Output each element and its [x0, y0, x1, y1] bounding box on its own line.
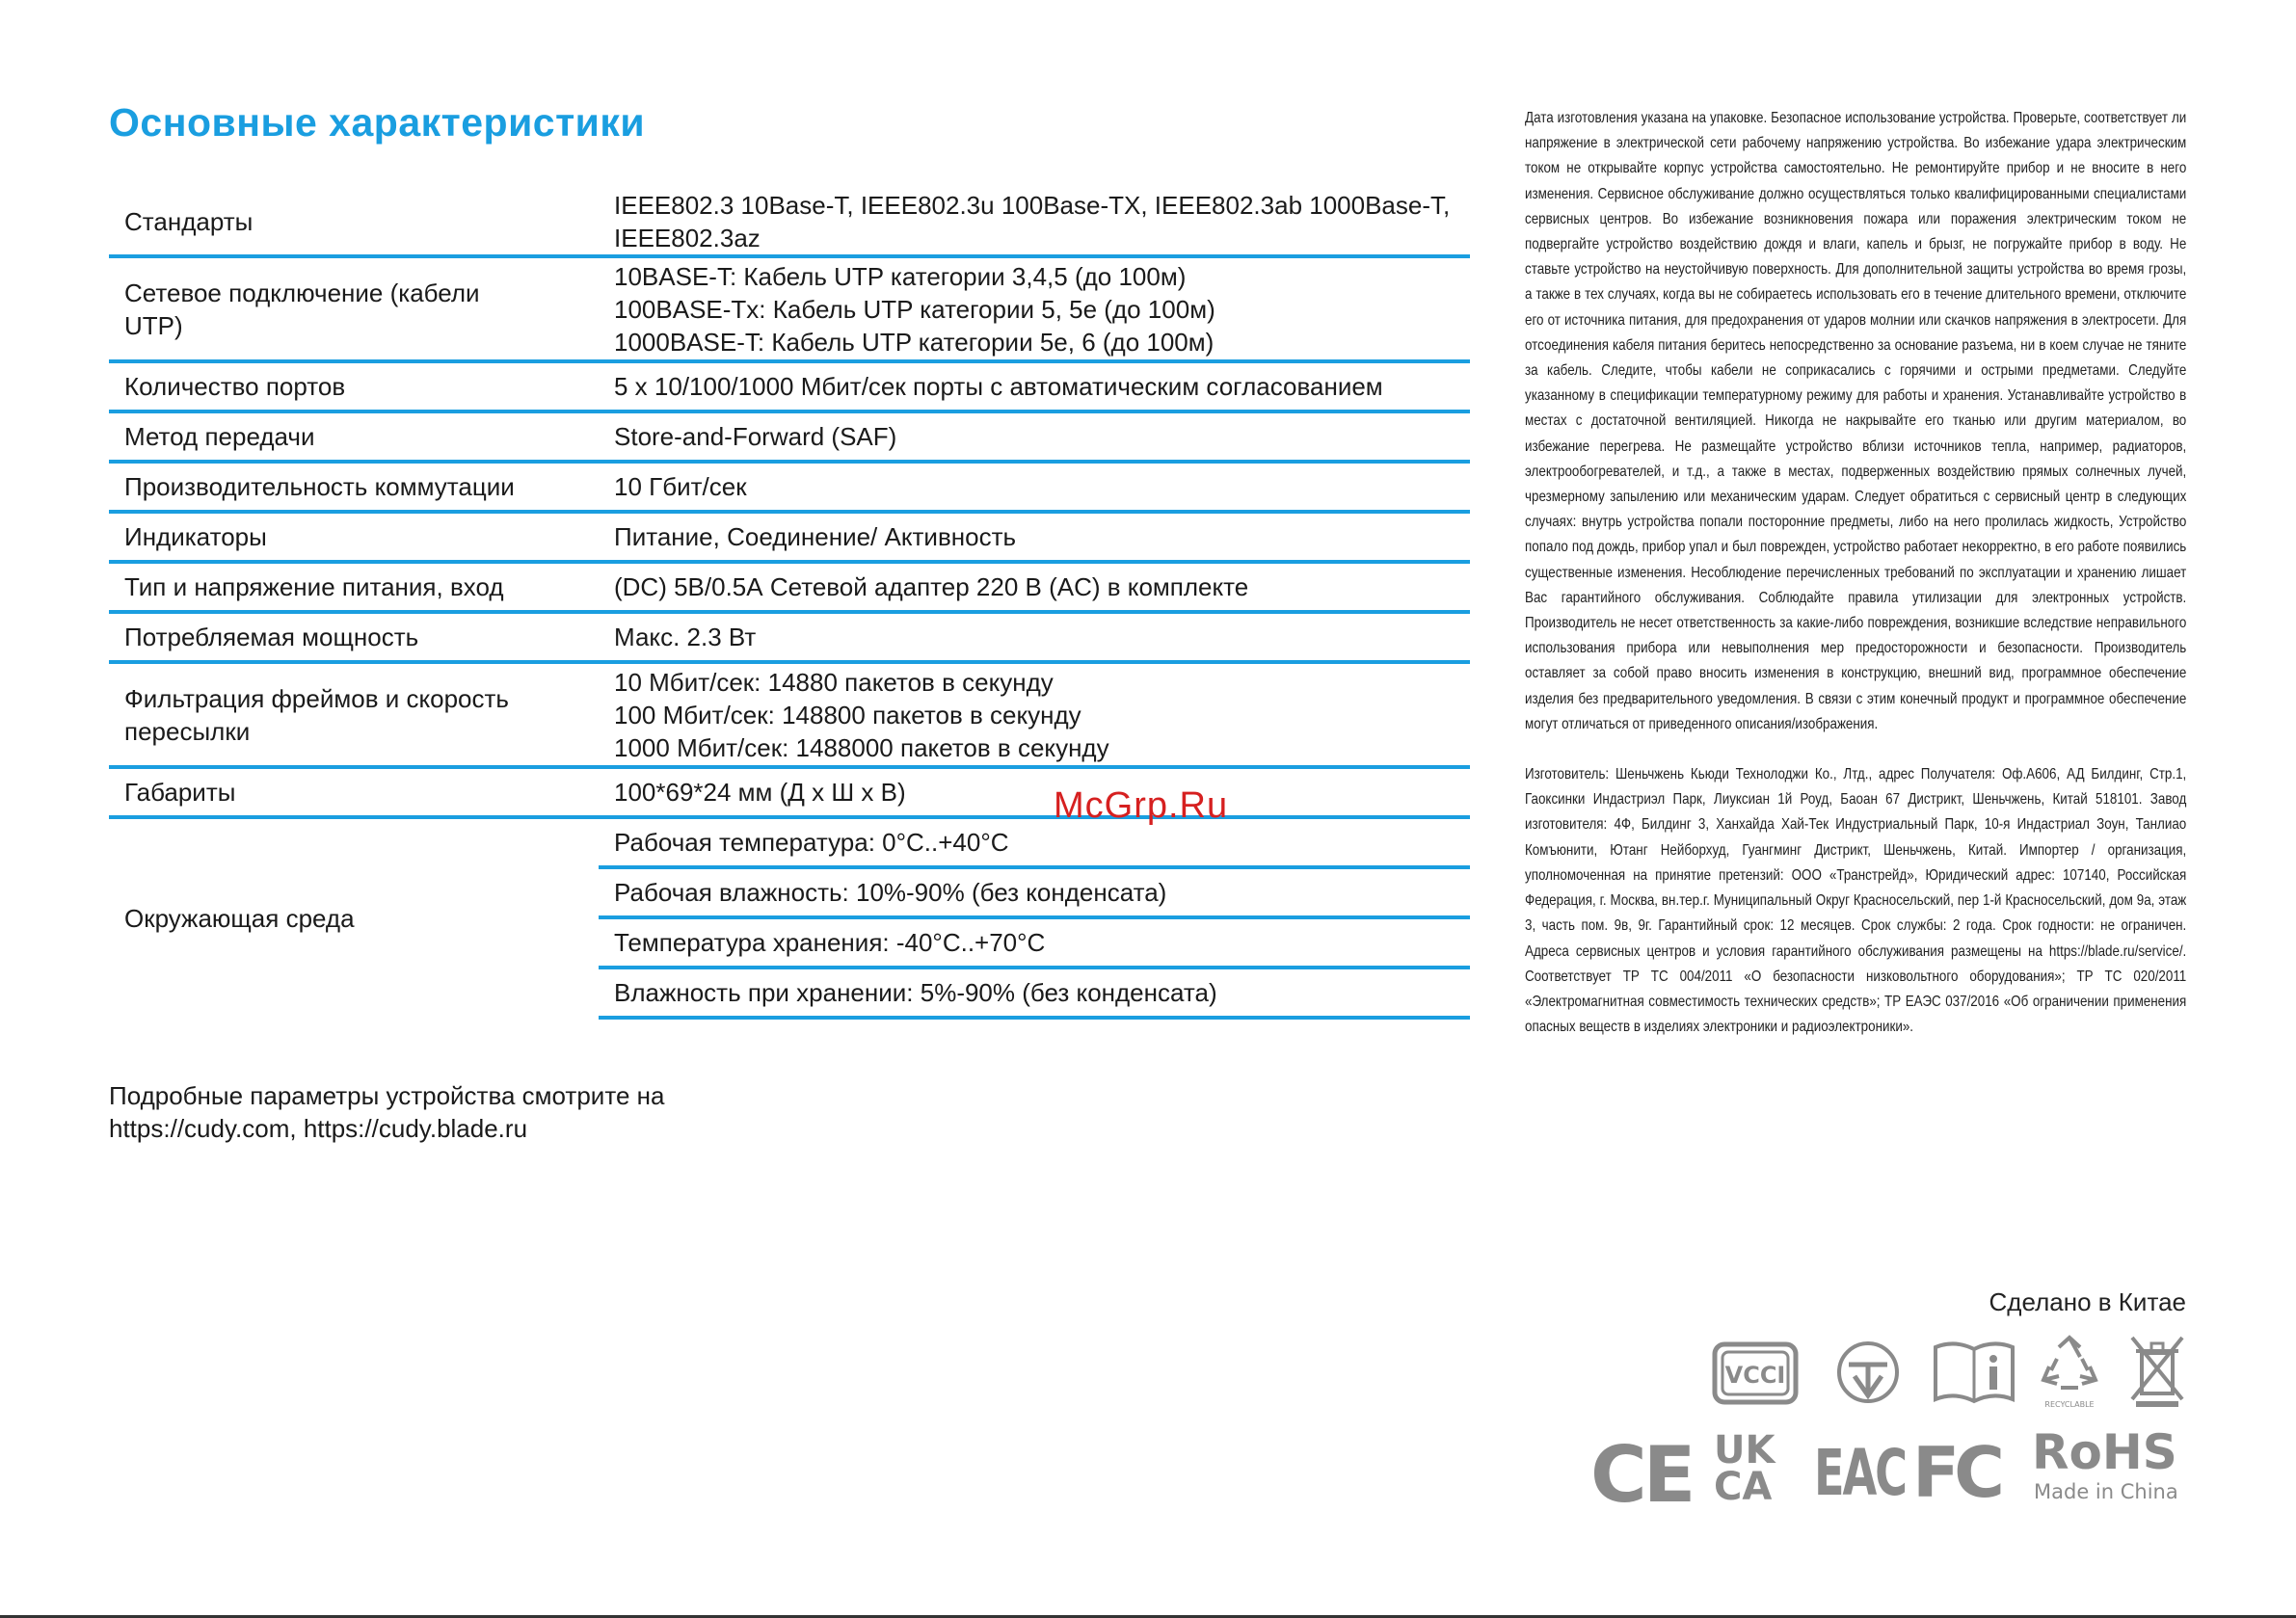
spec-row	[109, 462, 1470, 512]
spec-row	[109, 612, 1470, 662]
spec-value-line: 100*69*24 мм (Д x Ш x В)	[614, 778, 906, 807]
spec-value	[599, 767, 1470, 817]
spec-label	[109, 767, 599, 817]
cert-marks-row-2	[1590, 1424, 2188, 1520]
watermark: McGrp.Ru	[1054, 785, 1229, 826]
spec-label	[109, 411, 599, 462]
spec-value-line: 10 Гбит/сек	[614, 472, 747, 501]
spec-label-line: UTP)	[124, 310, 183, 340]
spec-value	[599, 562, 1470, 612]
recyclable-icon	[2038, 1334, 2101, 1411]
spec-label-line: Производительность коммутации	[124, 472, 515, 501]
spec-value-line: IEEE802.3 10Base-T, IEEE802.3u 100Base-TX, IEEE802.3ab 1000Base-T,	[614, 191, 1451, 220]
ukca-top: UK	[1714, 1428, 1775, 1472]
spec-label-line: Индикаторы	[124, 522, 267, 551]
spec-value	[599, 612, 1470, 662]
spec-value-line: Питание, Соединение/ Активность	[614, 522, 1017, 551]
env-label: Окружающая среда	[124, 904, 355, 933]
spec-value-line: IEEE802.3az	[614, 224, 761, 252]
env-value: Рабочая влажность: 10%-90% (без конденсата)	[599, 867, 1470, 917]
safety-notes	[1525, 106, 2186, 1040]
spec-value-line: 1000BASE-T: Кабель UTP категории 5e, 6 (до 100м)	[614, 327, 1215, 357]
spec-value	[599, 662, 1470, 767]
spec-label-line: Стандарты	[124, 207, 254, 236]
spec-value	[599, 256, 1470, 361]
spec-label-line: Габариты	[124, 778, 236, 807]
recyclable-label: RECYCLABLE	[2044, 1400, 2095, 1409]
spec-label	[109, 462, 599, 512]
weee-bin-icon	[2128, 1332, 2186, 1409]
ce-mark: CE	[1590, 1430, 1693, 1520]
spec-label	[109, 256, 599, 361]
rohs-mark: RoHS	[2032, 1424, 2177, 1480]
spec-value-line: Store-and-Forward (SAF)	[614, 422, 897, 451]
vcci-mark-icon	[1712, 1341, 1799, 1405]
spec-value-line: 1000 Мбит/сек: 1488000 пакетов в секунду	[614, 732, 1109, 762]
spec-row	[109, 767, 1470, 817]
rohs-made-in: Made in China	[2034, 1480, 2178, 1503]
fcc-mark: FC	[1912, 1432, 2000, 1513]
spec-value	[599, 512, 1470, 562]
spec-value	[599, 361, 1470, 411]
spec-label-line: Фильтрация фреймов и скорость	[124, 683, 509, 713]
spec-label	[109, 189, 599, 256]
spec-label	[109, 361, 599, 411]
made-in-label: Сделано в Китае	[1989, 1287, 2186, 1316]
spec-row	[109, 361, 1470, 411]
spec-value	[599, 189, 1470, 256]
spec-value	[599, 462, 1470, 512]
tuv-mark-icon	[1835, 1339, 1901, 1405]
ukca-bottom: CA	[1714, 1465, 1773, 1509]
env-value: Температура хранения: -40°C..+70°C	[599, 917, 1470, 968]
spec-row	[109, 562, 1470, 612]
page-title: Основные характеристики	[109, 100, 646, 145]
spec-label-line: Количество портов	[124, 372, 346, 401]
spec-value-line: 100BASE-Tx: Кабель UTP категории 5, 5e (до 100м)	[614, 294, 1215, 324]
spec-label-line: Сетевое подключение (кабели	[124, 278, 480, 307]
spec-label-line: пересылки	[124, 716, 251, 746]
spec-label	[109, 512, 599, 562]
spec-value-line: 5 x 10/100/1000 Мбит/сек порты с автоматическим согласованием	[614, 372, 1383, 401]
ukca-mark	[1714, 1428, 1775, 1509]
details-note	[109, 1079, 664, 1145]
env-row	[109, 817, 1470, 867]
spec-label-line: Тип и напряжение питания, вход	[124, 572, 504, 601]
spec-label	[109, 662, 599, 767]
env-value: Влажность при хранении: 5%-90% (без конденсата)	[599, 968, 1470, 1018]
spec-value-line: Макс. 2.3 Вт	[614, 623, 757, 651]
vcci-label: VCCI	[1724, 1362, 1786, 1389]
spec-row	[109, 512, 1470, 562]
eac-mark: EAC	[1814, 1436, 1906, 1510]
spec-label	[109, 562, 599, 612]
spec-value-line: 10BASE-T: Кабель UTP категории 3,4,5 (до 100м)	[614, 261, 1187, 291]
spec-value-line: (DC) 5В/0.5А Сетевой адаптер 220 В (AC) в комплекте	[614, 572, 1249, 601]
spec-label-line: Потребляемая мощность	[124, 623, 419, 651]
spec-table	[109, 189, 1470, 1020]
env-value: Рабочая температура: 0°C..+40°C	[599, 817, 1470, 867]
spec-label-line: Метод передачи	[124, 422, 315, 451]
details-link-line: https://cudy.com, https://cudy.blade.ru	[109, 1114, 528, 1143]
spec-value-line: 10 Мбит/сек: 14880 пакетов в секунду	[614, 667, 1054, 697]
spec-row	[109, 411, 1470, 462]
spec-row	[109, 256, 1470, 361]
spec-label	[109, 612, 599, 662]
safety-text: Дата изготовления указана на упаковке. Безопасное использование устройства. Проверьте, соответствует ли напряжение в электрической сети рабочему напряжению устройства. Во избежание удара электрическим током не открывайте корпус устройства самостоятельно. Не ремонтируйте прибор и не вносите в него изменения. Сервисное обслуживание должно осуществляться только квалифицированными специалистами сервисных центров. Во избежание возникновения пожара или поражения электрическим током не подвергайте устройство воздействию дождя и влаги, капель и брызг, не погружайте прибор в воду. Не ставьте устройство на неустойчивую поверхность. Для дополнительной защиты устройства во время грозы, а также в тех случаях, когда вы не собираетесь использовать его в течение длительного времени, отключите его от источника питания, для предохранения от ударов молнии или скачков напряжения в электросети. Для отсоединения кабеля питания беритесь непосредственно за основание разъема, ни в коем случае не тяните за кабель. Следите, чтобы кабели не соприкасались с горячими и острыми предметами. Следуйте указанному в спецификации температурному режиму для работы и хранения. Устанавливайте устройство в местах с достаточной вентиляцией. Никогда не накрывайте его тканью или другим материалом, во избежание перегрева. Не размещайте устройство вблизи источников тепла, например, радиаторов, электрообогревателей, и т.д., а также в местах, подверженных воздействию прямых солнечных лучей, чрезмерному запылению или механическим ударам. Следует обратиться с сервисный центр в следующих случаях: внутрь устройства попали посторонние предметы, либо на него пролилась жидкость, Устройство попало под дождь, прибор упал и был поврежден, устройство работает некорректно, в его работе появились существенные изменения. Несоблюдение перечисленных требований по эксплуатации и хранению лишает Вас гарантийного обслуживания. Соблюдайте правила утилизации для электронных устройств. Производитель не несет ответственность за какие-либо повреждения, возникшие вследствие неправильного использования прибора или невыполнения мер предосторожности и безопасности. Производитель оставляет за собой право вносить изменения в конструкцию, внешний вид, программное обеспечение изделия без предварительного уведомления. В связи с этим конечный продукт и программное обеспечение могут отличаться от приведенного описания/изображения.	[1525, 110, 2187, 732]
manual-info-icon	[1932, 1338, 2016, 1405]
details-line: Подробные параметры устройства смотрите на	[109, 1081, 665, 1110]
manufacturer-text: Изготовитель: Шеньчжень Кьюди Технолоджи Ко., Лтд., адрес Получателя: Оф.А606, АД Билдинг, Стр.1, Гаоксинки Индастриэл Парк, Лиуксиан 1й Роуд, Баоан 67 Дистрикт, Шеньчжень, Китай 518101. Завод изготовителя: 4Ф, Билдинг 3, Ханхайда Хай-Тек Индустриальный Парк, 10-я Индастриал Зоун, Танлиао Комъюнити, Ютанг Нейборхуд, Гуангминг Дистрикт, Шеньчжень, Китай. Импортер / организация, уполномоченная на принятие претензий: ООО «Транстрейд», Юридический адрес: 107140, Российская Федерация, г. Москва, вн.тер.г. Муниципальный Округ Красносельский, пер 1-й Красносельский, дом 9а, этаж 3, часть пом. 9в, 9г. Гарантийный срок: 12 месяцев. Срок службы: 2 года. Срок годности: не ограничен. Адреса сервисных центров и условия гарантийного обслуживания размещены на https://blade.ru/service/. Соответствует ТР ТС 004/2011 «О безопасности низковольтного оборудования»; ТР ТС 020/2011 «Электромагнитная совместимость технических средств»; ТР ЕАЭС 037/2016 «Об ограничении применения опасных веществ в изделиях электроники и радиоэлектроники».	[1525, 766, 2187, 1036]
cert-marks-row-1	[1712, 1332, 2188, 1411]
spec-value-line: 100 Мбит/сек: 148800 пакетов в секунду	[614, 700, 1081, 729]
spec-row	[109, 662, 1470, 767]
spec-value	[599, 411, 1470, 462]
spec-row	[109, 189, 1470, 256]
